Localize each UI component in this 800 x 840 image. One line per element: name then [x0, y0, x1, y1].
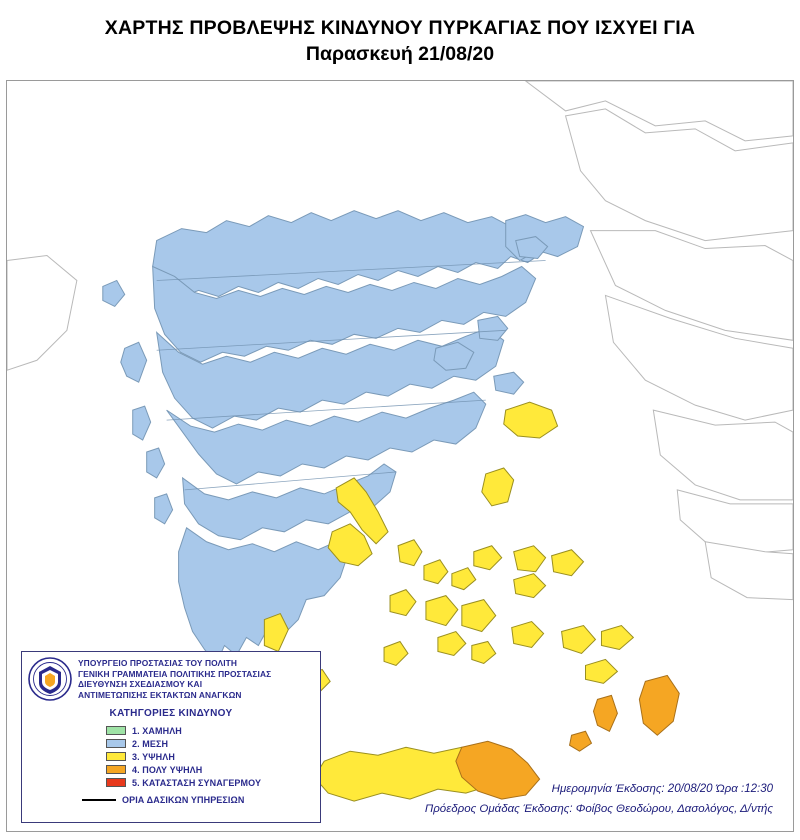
legend-label-low: 1. ΧΑΜΗΛΗ	[132, 725, 182, 736]
risk-medium-areas[interactable]	[103, 211, 584, 664]
legend-label-medium: 2. ΜΕΣΗ	[132, 738, 169, 749]
legend-item-high	[106, 750, 314, 763]
civil-protection-logo	[28, 656, 72, 702]
legend-item-low	[106, 724, 314, 737]
page-title	[0, 16, 800, 66]
legend-boundary-row	[28, 795, 314, 805]
legend-authority	[78, 656, 271, 700]
issue-credits	[425, 779, 773, 819]
legend-item-medium	[106, 737, 314, 750]
authority-line-3: ΔΙΕΥΘΥΝΣΗ ΣΧΕΔΙΑΣΜΟΥ ΚΑΙ	[78, 679, 203, 689]
legend-item-very-high	[106, 763, 314, 776]
legend-label-alarm: 5. ΚΑΤΑΣΤΑΣΗ ΣΥΝΑΓΕΡΜΟΥ	[132, 777, 262, 788]
issuer-name: Πρόεδρος Ομάδας Έκδοσης: Φοίβος Θεοδώρου, Δασολόγος, Δ/ντής	[424, 803, 773, 815]
neighbor-countries	[7, 81, 793, 600]
legend-title: ΚΑΤΗΓΟΡΙΕΣ ΚΙΝΔΥΝΟΥ	[109, 708, 233, 719]
legend-label-boundary: ΟΡΙΑ ΔΑΣΙΚΩΝ ΥΠΗΡΕΣΙΩΝ	[122, 795, 245, 805]
swatch-high	[106, 752, 126, 761]
swatch-very-high	[106, 765, 126, 774]
title-line-2: Παρασκευή 21/08/20	[305, 43, 495, 65]
legend-label-high: 3. ΥΨΗΛΗ	[132, 751, 175, 762]
legend-item-alarm	[106, 776, 314, 789]
map-frame[interactable]	[6, 80, 794, 832]
legend-box	[21, 651, 321, 823]
swatch-alarm	[106, 778, 126, 787]
legend-label-very-high: 4. ΠΟΛΥ ΥΨΗΛΗ	[132, 764, 203, 775]
authority-line-1: ΥΠΟΥΡΓΕΙΟ ΠΡΟΣΤΑΣΙΑΣ ΤΟΥ ΠΟΛΙΤΗ	[78, 658, 238, 668]
boundary-line-icon	[82, 799, 116, 801]
legend-category-list	[28, 724, 314, 789]
authority-line-2: ΓΕΝΙΚΗ ΓΡΑΜΜΑΤΕΙΑ ΠΟΛΙΤΙΚΗΣ ΠΡΟΣΤΑΣΙΑΣ	[78, 668, 272, 679]
title-line-1: ΧΑΡΤΗΣ ΠΡΟΒΛΕΨΗΣ ΚΙΝΔΥΝΟΥ ΠΥΡΚΑΓΙΑΣ ΠΟΥ ΙΣΧΥΕΙ ΓΙΑ	[104, 17, 696, 39]
issue-date-time: Ημερομηνία Έκδοσης: 20/08/20 Ώρα :12:30	[551, 783, 773, 795]
swatch-low	[106, 726, 126, 735]
authority-line-4: ΑΝΤΙΜΕΤΩΠΙΣΗΣ ΕΚΤΑΚΤΩΝ ΑΝΑΓΚΩΝ	[78, 689, 242, 700]
legend-header	[28, 656, 314, 702]
swatch-medium	[106, 739, 126, 748]
